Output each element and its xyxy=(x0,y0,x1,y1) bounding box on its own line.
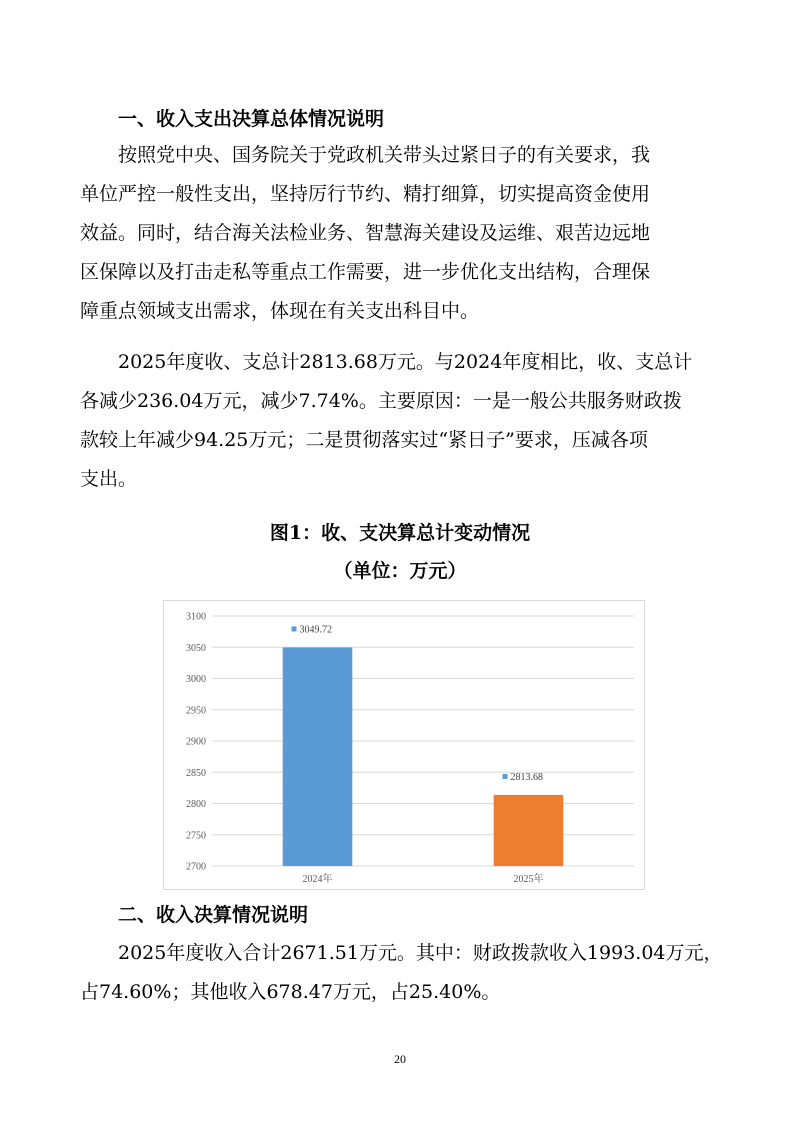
paragraph-line: 2025年度收入合计2671.51万元。其中：财政拨款收入1993.04万元， xyxy=(118,942,723,964)
bar xyxy=(283,647,353,866)
paragraph-line: 款较上年减少94.25万元；二是贯彻落实过“紧日子”要求，压减各项 xyxy=(80,429,648,451)
paragraph-line: 效益。同时，结合海关法检业务、智慧海关建设及运维、艰苦边远地 xyxy=(80,222,651,244)
data-label-marker xyxy=(503,774,508,779)
y-tick-label: 2900 xyxy=(186,736,206,748)
paragraph-line: 2025年度收、支总计2813.68万元。与2024年度相比，收、支总计 xyxy=(118,351,693,373)
y-tick-label: 2950 xyxy=(186,705,206,717)
paragraph-line: 各减少236.04万元，减少7.74%。主要原因：一是一般公共服务财政拨 xyxy=(80,390,682,412)
data-label: 2813.68 xyxy=(510,771,543,783)
x-tick-label: 2024年 xyxy=(302,874,333,885)
section-2-paragraph xyxy=(80,934,723,1012)
bar-chart xyxy=(163,600,645,890)
y-tick-label: 2700 xyxy=(186,861,206,873)
data-label-marker xyxy=(292,626,297,631)
y-tick-label: 2850 xyxy=(186,767,206,779)
y-tick-label: 2750 xyxy=(186,830,206,842)
paragraph-line: 障重点领域支出需求，体现在有关支出科目中。 xyxy=(80,300,480,322)
y-tick-label: 3000 xyxy=(186,674,206,685)
paragraph-line: 支出。 xyxy=(80,468,138,490)
x-tick-label: 2025年 xyxy=(513,874,544,885)
y-tick-label: 2800 xyxy=(186,799,206,810)
section-2-heading: 二、收入决算情况说明 xyxy=(118,904,309,926)
paragraph-line: 占74.60%；其他收入678.47万元，占25.40%。 xyxy=(80,981,501,1003)
section-1-heading: 一、收入支出决算总体情况说明 xyxy=(118,108,385,130)
section-1-paragraph-2 xyxy=(80,343,720,499)
y-tick-label: 3050 xyxy=(186,642,206,654)
bar xyxy=(494,795,564,866)
figure-caption: 图1：收、支决算总计变动情况 xyxy=(269,522,531,544)
y-tick-label: 3100 xyxy=(186,611,206,623)
paragraph-line: 按照党中央、国务院关于党政机关带头过紧日子的有关要求，我 xyxy=(118,144,651,166)
chart-canvas xyxy=(164,601,646,891)
page-number: 20 xyxy=(394,1052,406,1066)
paragraph-line: 区保障以及打击走私等重点工作需要，进一步优化支出结构，合理保 xyxy=(80,261,651,283)
paragraph-line: 单位严控一般性支出，坚持厉行节约、精打细算，切实提高资金使用 xyxy=(80,183,651,205)
data-label: 3049.72 xyxy=(299,624,332,636)
section-1-paragraph-1 xyxy=(80,136,720,331)
figure-unit: （单位：万元） xyxy=(333,560,467,582)
